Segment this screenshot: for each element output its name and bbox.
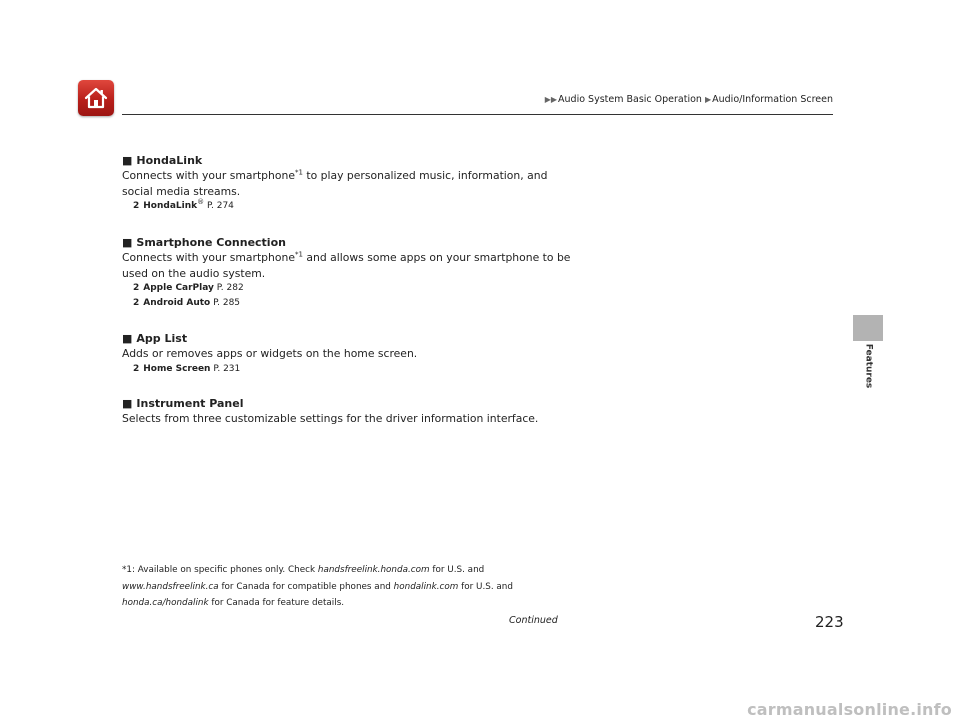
cross-reference[interactable]: 2 Apple CarPlay P. 282 <box>133 283 244 293</box>
breadcrumb <box>545 94 833 105</box>
triangle-right-icon: ▶▶ <box>544 95 558 104</box>
section-description: Connects with your smartphone$^{*1}$ and allows some apps on your smartphone to be used on the audio system. <box>122 250 571 280</box>
section-hondalink <box>122 153 572 213</box>
header-divider <box>122 114 833 115</box>
reference-arrow-icon: 2 <box>133 298 140 308</box>
breadcrumb-item[interactable]: Audio/Information Screen <box>712 94 833 105</box>
cross-reference[interactable]: 2 Home Screen P. 231 <box>133 363 241 374</box>
reference-arrow-icon: 2 <box>133 201 140 211</box>
section-tab-label: Features <box>863 343 874 389</box>
page-number: 223 <box>815 613 844 631</box>
section-title: ■ App List <box>122 332 188 345</box>
section-title: ■ Instrument Panel <box>122 396 244 410</box>
section-description: Selects from three customizable settings for the driver information interface. <box>122 411 539 425</box>
section-description: Connects with your smartphone$^{*1}$ to play personalized music, information, and social media streams. <box>122 168 548 198</box>
section-tab[interactable] <box>853 315 883 341</box>
reference-arrow-icon: 2 <box>133 283 140 293</box>
section-title: ■ HondaLink <box>122 154 203 167</box>
cross-reference[interactable]: 2 Android Auto P. 285 <box>133 298 241 308</box>
section-instrument-panel <box>122 396 572 427</box>
section-app-list <box>122 331 572 376</box>
cross-reference[interactable]: 2 HondaLink® P. 274 <box>133 198 234 211</box>
main-content <box>122 153 572 435</box>
watermark: carmanualsonline.info <box>747 700 952 719</box>
footnote: *1: Available on specific phones only. Check handsfreelink.honda.com for U.S. and www.handsfreelink.ca for Canada for compatible phones and hondalink.com for U.S. and honda.ca/hondalink for Canada for feature details. <box>122 565 513 608</box>
home-button[interactable] <box>78 80 114 116</box>
breadcrumb-item[interactable]: Audio System Basic Operation <box>558 94 702 105</box>
section-title: ■ Smartphone Connection <box>122 236 286 249</box>
triangle-right-icon: ▶ <box>704 95 712 104</box>
section-description: Adds or removes apps or widgets on the home screen. <box>122 347 418 360</box>
continued-label: Continued <box>509 615 558 626</box>
section-smartphone-connection <box>122 235 572 310</box>
home-icon <box>83 86 109 110</box>
reference-arrow-icon: 2 <box>133 363 140 374</box>
